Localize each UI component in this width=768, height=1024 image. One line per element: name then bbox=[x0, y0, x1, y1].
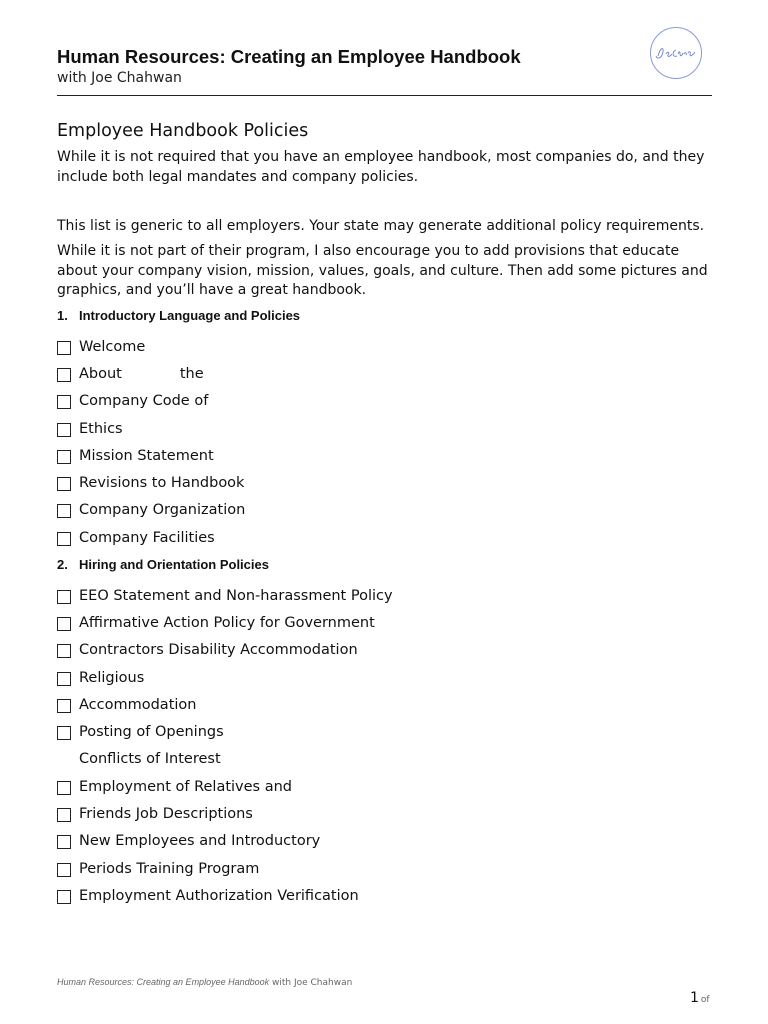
checkbox[interactable] bbox=[57, 532, 71, 546]
checklist-item bbox=[57, 333, 245, 360]
checklist-item bbox=[57, 469, 245, 496]
page-footer bbox=[57, 977, 352, 988]
checklist-item-label: Company Facilities bbox=[79, 529, 215, 546]
checkbox[interactable] bbox=[57, 477, 71, 491]
checklist-item-label: Employment of Relatives and bbox=[79, 778, 293, 795]
checklist-item-label: Company Organization bbox=[79, 502, 246, 519]
checklist-item bbox=[57, 746, 393, 773]
page-number-value: 1 bbox=[690, 990, 699, 1006]
checkbox[interactable] bbox=[57, 368, 71, 382]
document-header bbox=[57, 46, 712, 87]
checklist-item-label: Conflicts of Interest bbox=[79, 751, 221, 768]
checkbox[interactable] bbox=[57, 590, 71, 604]
group-heading-hiring bbox=[57, 557, 269, 572]
checklist-item bbox=[57, 800, 393, 827]
checklist-hiring bbox=[57, 582, 393, 910]
footer-author: with Joe Chahwan bbox=[269, 978, 353, 988]
footer-title: Human Resources: Creating an Employee Handbook bbox=[57, 977, 270, 987]
section-title: Employee Handbook Policies bbox=[57, 121, 309, 141]
checklist-item bbox=[57, 360, 245, 387]
checklist-item bbox=[57, 664, 393, 691]
checklist-item bbox=[57, 388, 245, 415]
checklist-introductory bbox=[57, 333, 245, 551]
checklist-item bbox=[57, 637, 393, 664]
checklist-item bbox=[57, 524, 245, 551]
checkbox[interactable] bbox=[57, 863, 71, 877]
checkbox[interactable] bbox=[57, 781, 71, 795]
checkbox[interactable] bbox=[57, 341, 71, 355]
checklist-item-label: Posting of Openings bbox=[79, 724, 224, 741]
group-heading-label: Hiring and Orientation Policies bbox=[79, 557, 269, 572]
checkbox[interactable] bbox=[57, 835, 71, 849]
checkbox[interactable] bbox=[57, 450, 71, 464]
checkbox[interactable] bbox=[57, 423, 71, 437]
checklist-item bbox=[57, 497, 245, 524]
checklist-item-label: Religious bbox=[79, 669, 145, 686]
checklist-item-label-cont: the bbox=[179, 365, 204, 382]
checklist-item bbox=[57, 855, 393, 882]
checkbox[interactable] bbox=[57, 672, 71, 686]
checklist-item bbox=[57, 582, 393, 609]
checkbox-missing bbox=[57, 753, 71, 767]
page-number bbox=[690, 990, 710, 1006]
checklist-item bbox=[57, 718, 393, 745]
checklist-item-label: Periods Training Program bbox=[79, 860, 260, 877]
checklist-item-label: Mission Statement bbox=[79, 447, 214, 464]
document-title: Human Resources: Creating an Employee Handbook bbox=[57, 46, 521, 67]
intro-paragraph: While it is not required that you have an employee handbook, most companies do, and they include both legal mandates and company policies. bbox=[57, 149, 705, 185]
signature-icon bbox=[654, 42, 698, 64]
checklist-item-label: About bbox=[79, 365, 122, 382]
checklist-item-label: Welcome bbox=[79, 338, 146, 355]
checkbox[interactable] bbox=[57, 395, 71, 409]
checklist-item-label: EEO Statement and Non-harassment Policy bbox=[79, 587, 393, 604]
document-author: with Joe Chahwan bbox=[57, 70, 182, 86]
checklist-item bbox=[57, 415, 245, 442]
signature-logo bbox=[650, 27, 702, 79]
checkbox[interactable] bbox=[57, 890, 71, 904]
checklist-item-label: Affirmative Action Policy for Government bbox=[79, 614, 375, 631]
checklist-item bbox=[57, 609, 393, 636]
checklist-item-label: Company Code of bbox=[79, 393, 209, 410]
checklist-item-label: Friends Job Descriptions bbox=[79, 806, 253, 823]
group-number: 1. bbox=[57, 308, 68, 323]
checkbox[interactable] bbox=[57, 808, 71, 822]
checklist-item bbox=[57, 773, 393, 800]
checklist-item bbox=[57, 691, 393, 718]
checklist-item bbox=[57, 828, 393, 855]
checklist-item-label: Ethics bbox=[79, 420, 123, 437]
checklist-item bbox=[57, 882, 393, 909]
header-divider bbox=[57, 95, 712, 96]
group-number: 2. bbox=[57, 557, 68, 572]
checklist-item-label: Contractors Disability Accommodation bbox=[79, 642, 358, 659]
page-number-of: of bbox=[700, 995, 710, 1005]
checkbox[interactable] bbox=[57, 726, 71, 740]
checklist-item-label: Employment Authorization Verification bbox=[79, 887, 359, 904]
checklist-item-label: Accommodation bbox=[79, 696, 197, 713]
checkbox[interactable] bbox=[57, 644, 71, 658]
generic-note-paragraph: This list is generic to all employers. Your state may generate additional policy requirements. bbox=[57, 218, 705, 234]
checkbox[interactable] bbox=[57, 699, 71, 713]
checkbox[interactable] bbox=[57, 504, 71, 518]
group-heading-label: Introductory Language and Policies bbox=[79, 308, 301, 323]
group-heading-introductory bbox=[57, 308, 300, 323]
checklist-item bbox=[57, 442, 245, 469]
checklist-item-label: Revisions to Handbook bbox=[79, 475, 245, 492]
checklist-item-label: New Employees and Introductory bbox=[79, 833, 321, 850]
checkbox[interactable] bbox=[57, 617, 71, 631]
encouragement-paragraph: While it is not part of their program, I also encourage you to add provisions that educate about your company vision, mission, values, goals, and culture. Then add some pictures and graphics, and you’ll have a great handbook. bbox=[57, 243, 708, 298]
